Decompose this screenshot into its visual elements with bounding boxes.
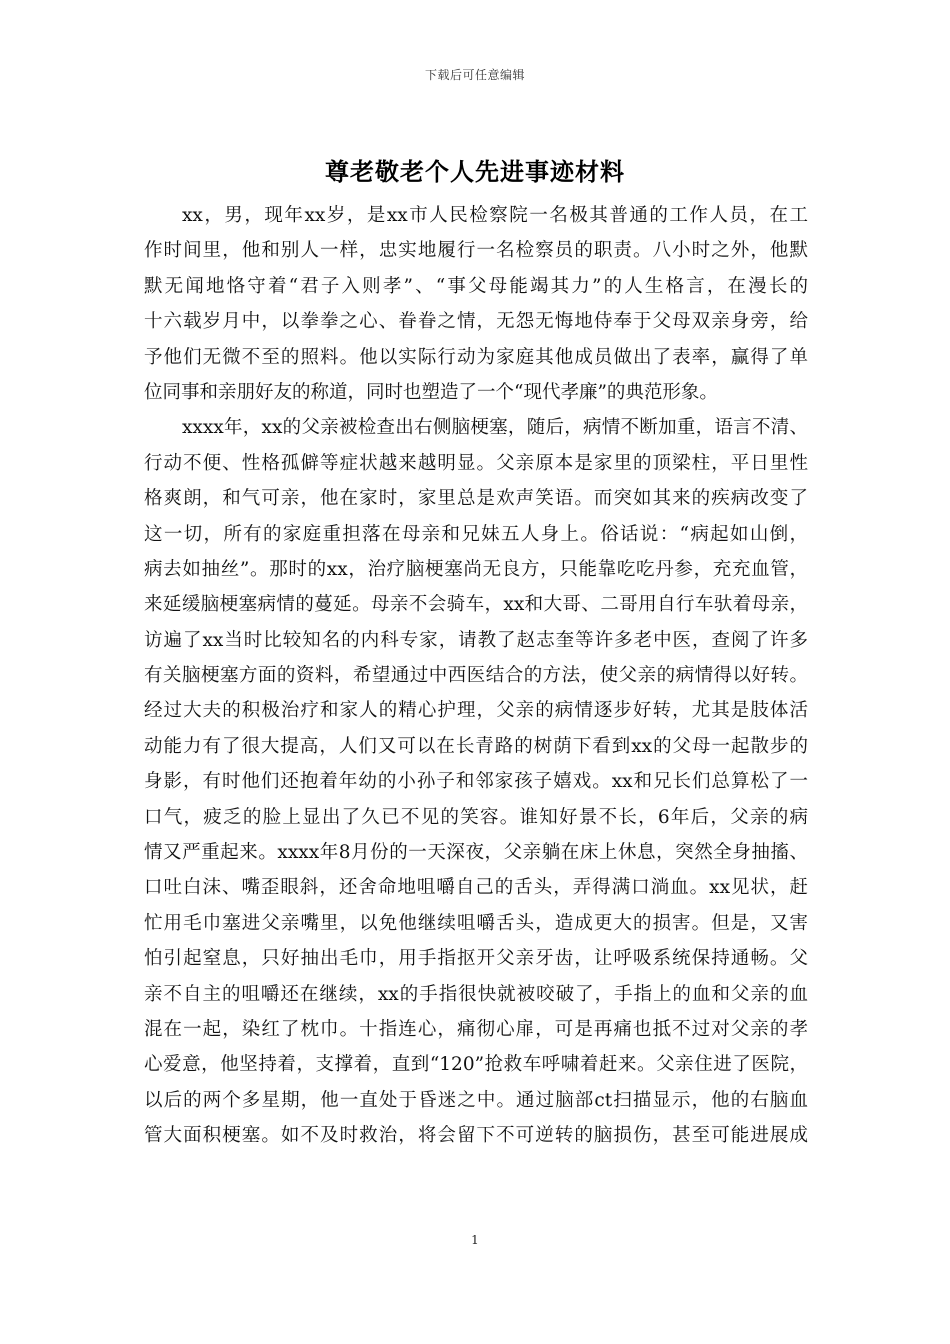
text-line: 十六载岁月中，以拳拳之心、眷眷之情，无怨无悔地侍奉于父母双亲身旁，给 [144,311,808,333]
text-line: xxxx年，xx的父亲被检查出右侧脑梗塞，随后，病情不断加重，语言不清、 [182,417,808,439]
paragraph [144,198,808,410]
text-line: 口吐白沫、嘴歪眼斜，还舍命地咀嚼自己的舌头，弄得满口淌血。xx见状，赶 [144,877,808,899]
page-number: 1 [471,1233,479,1247]
text-line: 默无闻地恪守着“君子入则孝”、“事父母能竭其力”的人生格言，在漫长的 [144,275,808,297]
text-line: xx，男，现年xx岁，是xx市人民检察院一名极其普通的工作人员，在工 [182,205,808,226]
text-line: 亲不自主的咀嚼还在继续，xx的手指很快就被咬破了，手指上的血和父亲的血 [144,983,808,1005]
text-line: 身影，有时他们还抱着年幼的小孙子和邻家孩子嬉戏。xx和兄长们总算松了一 [144,771,808,793]
text-line: 心爱意，他坚持着，支撑着，直到“120”抢救车呼啸着赶来。父亲住进了医院， [144,1054,808,1076]
text-line: 作时间里，他和别人一样，忠实地履行一名检察员的职责。八小时之外，他默 [144,240,808,262]
text-line: 情又严重起来。xxxx年8月份的一天深夜，父亲躺在床上休息，突然全身抽搐、 [144,842,808,864]
text-line: 以后的两个多星期，他一直处于昏迷之中。通过脑部ct扫描显示，他的右脑血 [144,1089,808,1111]
text-line: 混在一起，染红了枕巾。十指连心，痛彻心扉，可是再痛也抵不过对父亲的孝 [144,1018,808,1040]
text-line: 口气，疲乏的脸上显出了久已不见的笑容。谁知好景不长，6年后，父亲的病 [144,806,808,828]
document-body [144,198,808,1154]
text-line: 病去如抽丝”。那时的xx，治疗脑梗塞尚无良方，只能靠吃吃丹参，充充血管， [144,558,808,580]
text-line: 怕引起窒息，只好抽出毛巾，用手指抠开父亲牙齿，让呼吸系统保持通畅。父 [144,948,808,970]
text-line: 这一切，所有的家庭重担落在母亲和兄妹五人身上。俗话说：“病起如山倒， [144,523,808,545]
text-line: 予他们无微不至的照料。他以实际行动为家庭其他成员做出了表率，赢得了单 [144,346,808,368]
text-line: 有关脑梗塞方面的资料，希望通过中西医结合的方法，使父亲的病情得以好转。 [144,665,808,687]
document-title: 尊老敬老个人先进事迹材料 [325,157,625,186]
text-line: 行动不便、性格孤僻等症状越来越明显。父亲原本是家里的顶梁柱，平日里性 [144,452,808,474]
text-line: 动能力有了很大提高，人们又可以在长青路的树荫下看到xx的父母一起散步的 [144,735,808,757]
paragraph [144,410,808,1153]
text-line: 访遍了xx当时比较知名的内科专家，请教了赵志奎等许多老中医，查阅了许多 [144,629,808,651]
text-line: 来延缓脑梗塞病情的蔓延。母亲不会骑车，xx和大哥、二哥用自行车驮着母亲， [144,594,808,616]
text-line: 格爽朗，和气可亲，他在家时，家里总是欢声笑语。而突如其来的疾病改变了 [144,488,808,510]
text-line: 管大面积梗塞。如不及时救治，将会留下不可逆转的脑损伤，甚至可能进展成 [144,1125,808,1147]
text-line: 忙用毛巾塞进父亲嘴里，以免他继续咀嚼舌头，造成更大的损害。但是，又害 [144,912,808,934]
header-note: 下载后可任意编辑 [424,68,525,82]
text-line: 经过大夫的积极治疗和家人的精心护理，父亲的病情逐步好转，尤其是肢体活 [144,700,808,722]
text-line: 位同事和亲朋好友的称道，同时也塑造了一个“现代孝廉”的典范形象。 [144,381,718,403]
